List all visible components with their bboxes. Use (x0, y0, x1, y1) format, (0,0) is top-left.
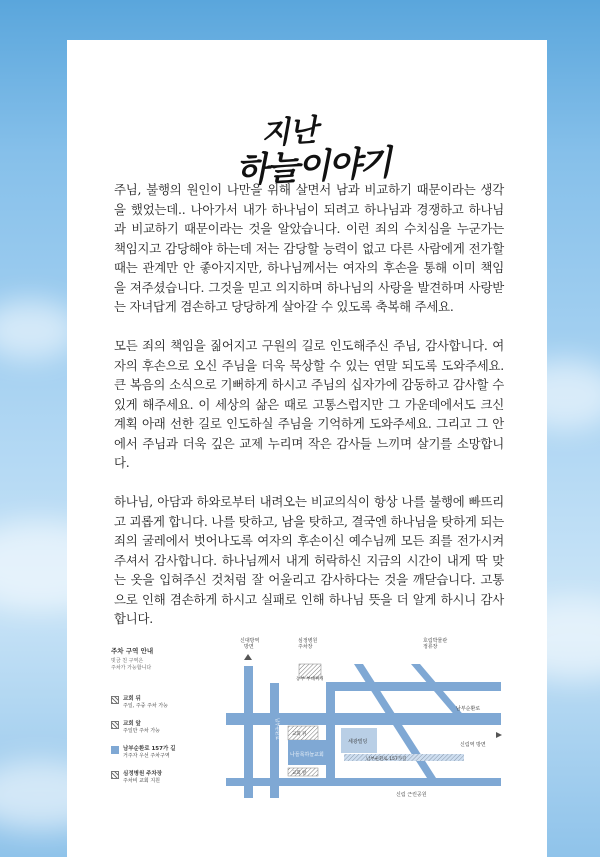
legend-subtitle-line-1: 빗금 친 구역은 (111, 658, 144, 664)
legend-item-desc: 주일, 주중 주차 가능 (123, 703, 168, 709)
lower-road (226, 778, 501, 786)
title-line-1: 지난 (259, 113, 319, 152)
vertical-road-far-left (244, 666, 253, 798)
legend-item-desc: 주차비 교회 지원 (123, 778, 160, 784)
hatch-swatch (111, 771, 119, 779)
legend-item-name: 교회 뒤 (123, 696, 141, 702)
legend-item-desc: 주일만 주차 가능 (123, 728, 160, 734)
legend-item-desc: 거주자 우선 주차구역 (123, 753, 170, 759)
map-label-church-back: 교회 뒤 (292, 732, 307, 737)
map-label-church: 나들목하늘교회 (290, 752, 324, 758)
blue-swatch (111, 746, 119, 754)
map-label-park: 신림 근린공원 (396, 792, 427, 798)
map-label-shindaebang: 신대방역 (240, 638, 260, 644)
upper-road (326, 682, 501, 691)
legend-item-name: 교회 앞 (123, 721, 141, 727)
map-label-church-front: 교회 앞 (292, 771, 307, 776)
document-page (67, 40, 547, 857)
map-svg (226, 628, 506, 798)
map-label-street-157: 남부순환로 157가길 (366, 757, 407, 762)
parking-map-section (111, 628, 506, 798)
vertical-road-left (270, 683, 279, 798)
location-map (226, 628, 506, 798)
prayer-body (114, 180, 504, 648)
map-label-vertical-road: 남부순환로 (274, 718, 279, 740)
map-label-museum-b: 정류장 (423, 644, 438, 650)
paragraph-1: 주님, 불행의 원인이 나만을 위해 살면서 남과 비교하기 때문이라는 생각을 했었는데.. 나아가서 내가 하나님이 되려고 하나님과 경쟁하고 하나님과 비교하기 때문이라는 것을 알았습니다. 이런 죄의 수치심을 누군가는 책임지고 감당해야 하는데 저는 감당할 능력이 없고 다른 사람에게 전가할 때는 관계만 안 좋아지지만, 하나님께서는 여자의 후손을 통해 이미 책임을 져주셨습니다. 그것을 믿고 의지하며 하나님의 사랑을 발견하며 사랑받는 자녀답게 겸손하고 당당하게 살아갈 수 있도록 축복해 주세요. (114, 182, 504, 314)
simjeong-parking-area (299, 664, 321, 678)
map-label-nambu-road: 남부순환로 (456, 706, 481, 712)
title-line-2: 하늘이야기 (234, 142, 392, 192)
map-label-shindaebang-b: 방면 (244, 644, 254, 650)
page-title (67, 113, 547, 192)
hatch-swatch (111, 721, 119, 729)
map-label-simjeong-b: 주차장 (298, 644, 313, 650)
legend-item-name: 심정병원 주차장 (123, 771, 163, 777)
legend-item-name: 남부순환로 157가 길 (123, 746, 176, 752)
hatch-swatch (111, 696, 119, 704)
map-label-nambu-building: 농부 부대찌개 (296, 677, 324, 682)
legend-subtitle (111, 658, 226, 672)
map-label-museum: 호림박물관 (423, 638, 448, 644)
parking-legend (111, 628, 226, 798)
paragraph-2: 모든 죄의 책임을 짊어지고 구원의 길로 인도해주신 주님, 감사합니다. 여자의 후손으로 오신 주님을 더욱 묵상할 수 있는 연말 되도록 도와주세요. 큰 복음의 소식으로 기뻐하게 하시고 주님의 십자가에 감동하고 감사할 수 있게 해주세요. 이 세상의 삶은 때로 고통스럽지만 그 가운데에서도 크신 계획 아래 선한 길로 인도하실 주님을 기억하게 도와주세요. 그리고 그 안에서 주님과 더욱 깊은 교제 누리며 작은 감사들 느끼며 살기를 소망합니다. (114, 338, 504, 470)
map-label-shinlim-dir: 신림역 방면 (460, 742, 486, 748)
legend-subtitle-line-2: 주차가 가능합니다 (111, 665, 152, 671)
map-label-simjeong: 심정병원 (298, 638, 318, 644)
legend-title: 주차 구역 안내 (111, 647, 154, 655)
map-label-sejong: 세광빌딩 (348, 739, 368, 745)
paragraph-3: 하나님, 아담과 하와로부터 내려오는 비교의식이 항상 나를 불행에 빠뜨리고 괴롭게 합니다. 나를 탓하고, 남을 탓하고, 결국엔 하나님을 탓하게 되는 죄의 굴레에서 벗어나도록 여자의 후손이신 예수님께 모든 죄를 전가시켜주셔서 감사합니다. 하나님께서 내게 허락하신 지금의 시간이 내게 딱 맞는 옷을 입혀주신 것처럼 잘 어울리고 감사하다는 것을 깨닫습니다. 고통으로 인해 겸손하게 하시고 실패로 인해 하나님 뜻을 더 알게 하시니 감사합니다. (114, 494, 504, 626)
